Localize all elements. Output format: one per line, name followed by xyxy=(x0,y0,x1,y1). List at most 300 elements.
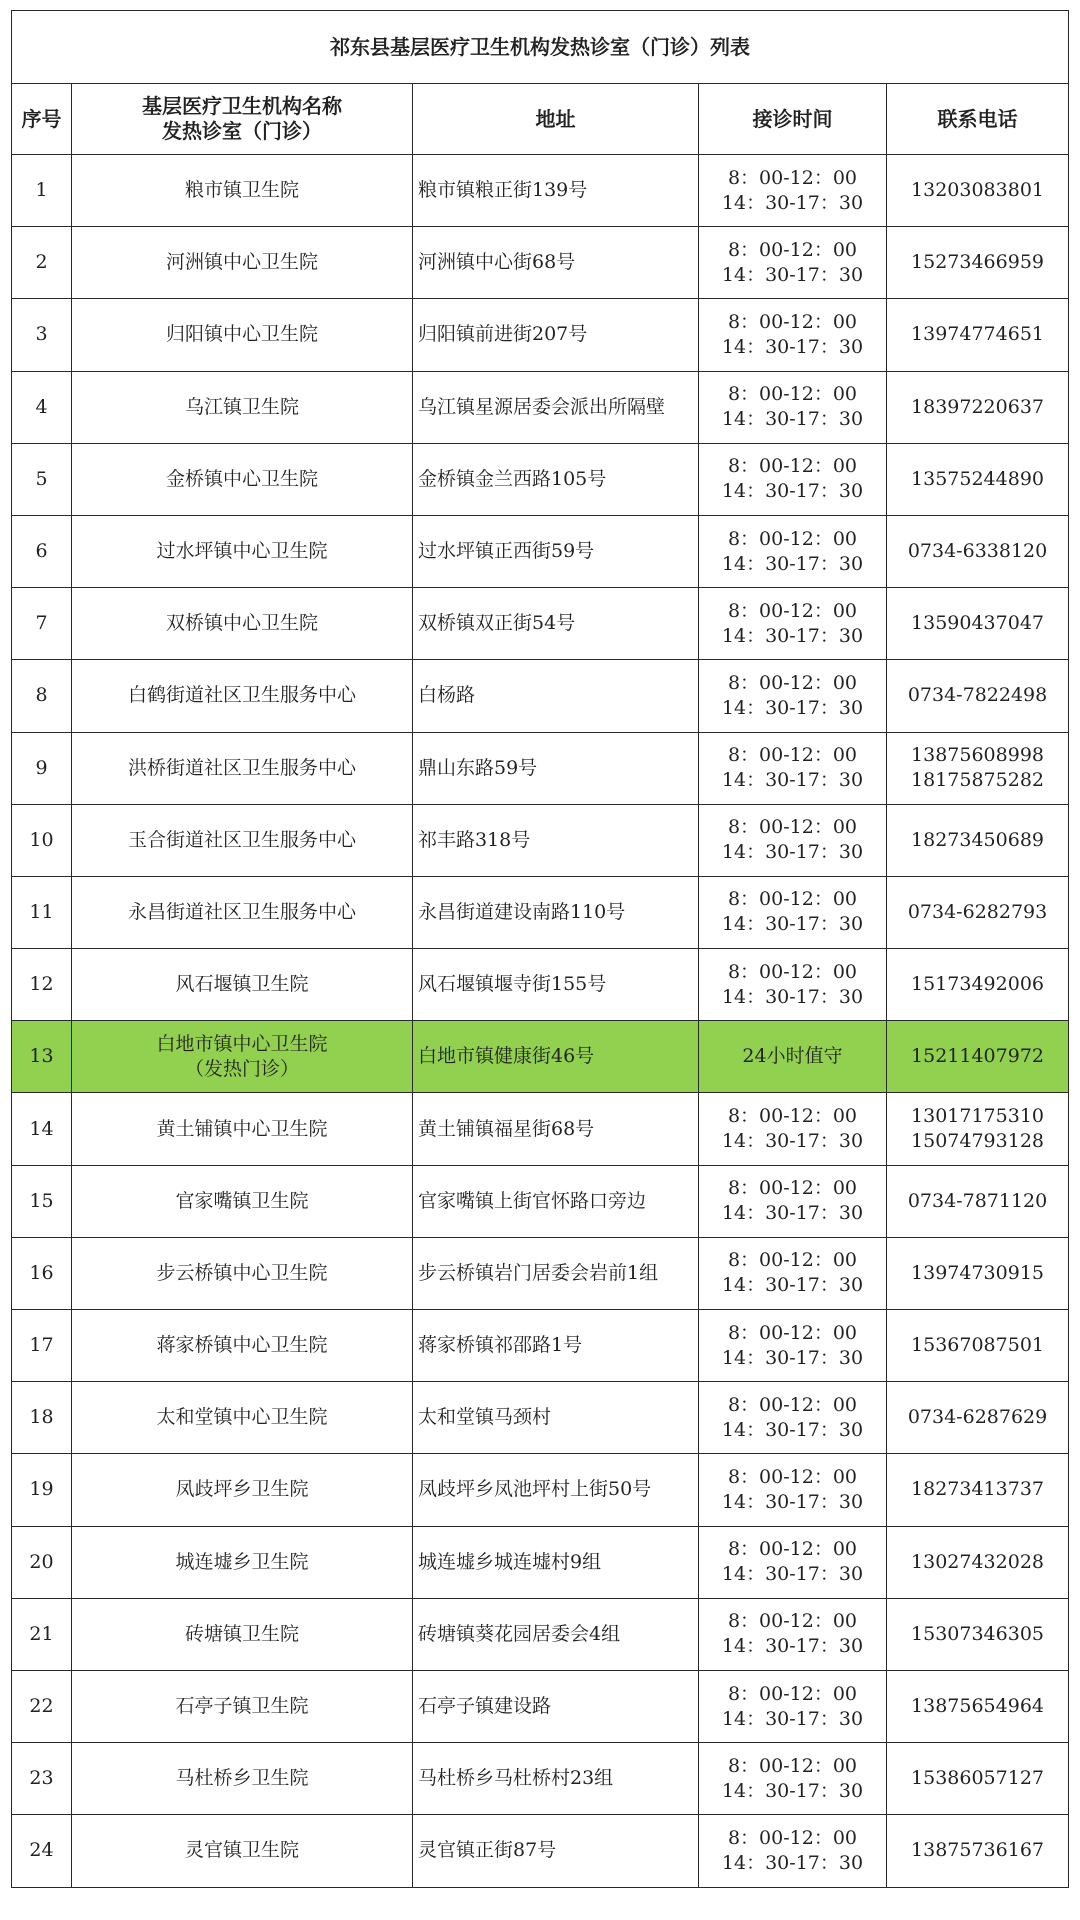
header-address: 地址 xyxy=(413,84,699,155)
phone-line1: 0734-6282793 xyxy=(907,900,1048,923)
cell-institution xyxy=(72,876,413,948)
cell-seq xyxy=(12,804,72,876)
cell-phone xyxy=(887,443,1069,515)
address-text: 凤歧坪乡凤池坪村上街50号 xyxy=(418,1478,652,1501)
cell-seq xyxy=(12,1526,72,1598)
hours-line2: 14：30-17：30 xyxy=(721,1851,864,1874)
table-row xyxy=(12,1743,1069,1815)
table-row xyxy=(12,1165,1069,1237)
hours-line2: 14：30-17：30 xyxy=(721,1635,864,1658)
cell-hours xyxy=(699,1743,887,1815)
cell-institution xyxy=(72,660,413,732)
clinic-table xyxy=(11,10,1069,1888)
institution-name: 白鹤街道社区卫生服务中心 xyxy=(127,684,356,707)
hours-line1: 8：00-12：00 xyxy=(727,1393,858,1416)
seq-text: 15 xyxy=(29,1189,54,1212)
cell-seq xyxy=(12,1310,72,1382)
phone-line1: 15173492006 xyxy=(911,973,1045,996)
institution-name: 河洲镇中心卫生院 xyxy=(165,251,318,274)
hours-line2: 14：30-17：30 xyxy=(721,1490,864,1513)
cell-institution xyxy=(72,1093,413,1165)
phone-line1: 13875608998 xyxy=(911,744,1045,767)
hours-line2: 14：30-17：30 xyxy=(721,696,864,719)
cell-phone xyxy=(887,1743,1069,1815)
cell-hours xyxy=(699,1237,887,1309)
phone-line1: 18273450689 xyxy=(911,828,1045,851)
phone-line1: 13027432028 xyxy=(911,1550,1045,1573)
hours-line2: 14：30-17：30 xyxy=(721,1418,864,1441)
hours-line1: 8：00-12：00 xyxy=(727,1177,858,1200)
hours-line2: 14：30-17：30 xyxy=(721,1779,864,1802)
seq-text: 13 xyxy=(29,1045,54,1068)
cell-address xyxy=(413,1382,699,1454)
cell-seq xyxy=(12,588,72,660)
cell-phone xyxy=(887,876,1069,948)
address-text: 黄土铺镇福星街68号 xyxy=(418,1117,595,1140)
cell-institution xyxy=(72,1165,413,1237)
seq-text: 7 xyxy=(35,612,48,635)
cell-address xyxy=(413,949,699,1021)
cell-address xyxy=(413,1670,699,1742)
seq-text: 22 xyxy=(29,1695,54,1718)
table-row xyxy=(12,1526,1069,1598)
cell-address xyxy=(413,1237,699,1309)
table-row xyxy=(12,1598,1069,1670)
cell-phone xyxy=(887,299,1069,371)
cell-address xyxy=(413,1598,699,1670)
cell-hours xyxy=(699,1670,887,1742)
hours-line2: 14：30-17：30 xyxy=(721,263,864,286)
table-header-row xyxy=(12,84,1069,155)
institution-name: 黄土铺镇中心卫生院 xyxy=(156,1117,328,1140)
cell-hours xyxy=(699,443,887,515)
address-text: 鼎山东路59号 xyxy=(418,756,538,779)
header-name xyxy=(72,84,413,155)
cell-institution xyxy=(72,1815,413,1887)
address-text: 白地市镇健康街46号 xyxy=(418,1045,595,1068)
cell-institution xyxy=(72,1454,413,1526)
hours-line1: 8：00-12：00 xyxy=(727,1105,858,1128)
cell-hours xyxy=(699,1454,887,1526)
table-row xyxy=(12,155,1069,227)
seq-text: 19 xyxy=(29,1478,54,1501)
institution-name: 过水坪镇中心卫生院 xyxy=(156,540,328,563)
address-text: 砖塘镇葵花园居委会4组 xyxy=(418,1622,621,1645)
hours-line2: 14：30-17：30 xyxy=(721,985,864,1008)
phone-line1: 13974730915 xyxy=(911,1261,1045,1284)
institution-name: 城连墟乡卫生院 xyxy=(175,1550,309,1573)
phone-line1: 13017175310 xyxy=(911,1105,1045,1128)
cell-address xyxy=(413,1743,699,1815)
institution-name: 马杜桥乡卫生院 xyxy=(175,1767,309,1790)
hours-line2: 14：30-17：30 xyxy=(721,913,864,936)
cell-address xyxy=(413,371,699,443)
address-text: 步云桥镇岩门居委会岩前1组 xyxy=(418,1261,659,1284)
cell-hours xyxy=(699,155,887,227)
table-row xyxy=(12,732,1069,804)
phone-line2: 18175875282 xyxy=(911,769,1045,792)
table-row xyxy=(12,1310,1069,1382)
seq-text: 24 xyxy=(29,1839,54,1862)
institution-name: 双桥镇中心卫生院 xyxy=(165,612,318,635)
address-text: 归阳镇前进街207号 xyxy=(418,323,588,346)
seq-text: 1 xyxy=(35,179,48,202)
table-row xyxy=(12,371,1069,443)
seq-text: 6 xyxy=(35,540,48,563)
cell-hours xyxy=(699,949,887,1021)
table-row xyxy=(12,588,1069,660)
seq-text: 14 xyxy=(29,1117,54,1140)
cell-phone xyxy=(887,155,1069,227)
address-text: 金桥镇金兰西路105号 xyxy=(418,467,607,490)
phone-line1: 13203083801 xyxy=(911,179,1045,202)
cell-hours xyxy=(699,1526,887,1598)
header-name-line2: 发热诊室（门诊） xyxy=(162,119,322,143)
cell-hours xyxy=(699,588,887,660)
hours-line1: 8：00-12：00 xyxy=(727,166,858,189)
cell-phone xyxy=(887,949,1069,1021)
address-text: 蒋家桥镇祁邵路1号 xyxy=(418,1334,583,1357)
seq-text: 9 xyxy=(35,756,48,779)
cell-address xyxy=(413,732,699,804)
phone-line1: 13974774651 xyxy=(911,323,1045,346)
cell-institution xyxy=(72,155,413,227)
cell-hours xyxy=(699,732,887,804)
cell-seq xyxy=(12,443,72,515)
table-row xyxy=(12,1237,1069,1309)
address-text: 官家嘴镇上街官怀路口旁边 xyxy=(418,1189,647,1212)
cell-institution xyxy=(72,949,413,1021)
institution-name: 官家嘴镇卫生院 xyxy=(175,1189,309,1212)
seq-text: 4 xyxy=(35,395,48,418)
cell-institution xyxy=(72,1382,413,1454)
hours-line1: 8：00-12：00 xyxy=(727,1465,858,1488)
phone-line1: 0734-7871120 xyxy=(907,1189,1048,1212)
cell-address xyxy=(413,1021,699,1093)
hours-line2: 14：30-17：30 xyxy=(721,1346,864,1369)
address-text: 永昌街道建设南路110号 xyxy=(418,900,626,923)
cell-institution xyxy=(72,227,413,299)
seq-text: 23 xyxy=(29,1767,54,1790)
cell-address xyxy=(413,443,699,515)
cell-institution xyxy=(72,1670,413,1742)
hours-line1: 8：00-12：00 xyxy=(727,1682,858,1705)
seq-text: 5 xyxy=(35,467,48,490)
cell-seq xyxy=(12,1598,72,1670)
header-seq: 序号 xyxy=(12,84,72,155)
table-row xyxy=(12,1670,1069,1742)
cell-phone xyxy=(887,1021,1069,1093)
hours-line1: 8：00-12：00 xyxy=(727,383,858,406)
institution-name: 洪桥街道社区卫生服务中心 xyxy=(127,756,356,779)
cell-seq xyxy=(12,515,72,587)
table-row xyxy=(12,876,1069,948)
table-row xyxy=(12,660,1069,732)
institution-name: 凤歧坪乡卫生院 xyxy=(175,1478,309,1501)
phone-line1: 15307346305 xyxy=(911,1622,1045,1645)
seq-text: 17 xyxy=(29,1334,54,1357)
phone-line1: 0734-6287629 xyxy=(907,1406,1048,1429)
cell-institution xyxy=(72,732,413,804)
phone-line1: 0734-7822498 xyxy=(907,684,1048,707)
hours-line2: 14：30-17：30 xyxy=(721,408,864,431)
table-row xyxy=(12,227,1069,299)
cell-phone xyxy=(887,227,1069,299)
cell-seq xyxy=(12,1670,72,1742)
institution-name: 白地市镇中心卫生院 xyxy=(156,1032,328,1055)
table-row xyxy=(12,1815,1069,1887)
cell-hours xyxy=(699,1165,887,1237)
table-row xyxy=(12,804,1069,876)
cell-institution xyxy=(72,1021,413,1093)
seq-text: 8 xyxy=(35,684,48,707)
cell-hours xyxy=(699,1598,887,1670)
cell-seq xyxy=(12,1815,72,1887)
cell-address xyxy=(413,1815,699,1887)
cell-seq xyxy=(12,1021,72,1093)
hours-line2: 14：30-17：30 xyxy=(721,1563,864,1586)
cell-hours xyxy=(699,371,887,443)
cell-institution xyxy=(72,1743,413,1815)
cell-seq xyxy=(12,660,72,732)
header-name-line1: 基层医疗卫生机构名称 xyxy=(142,94,342,118)
hours-line2: 14：30-17：30 xyxy=(721,769,864,792)
hours-line1: 8：00-12：00 xyxy=(727,1321,858,1344)
table-title-row xyxy=(12,11,1069,84)
hours-line1: 24小时值守 xyxy=(742,1045,843,1068)
hours-line1: 8：00-12：00 xyxy=(727,1610,858,1633)
cell-hours xyxy=(699,1382,887,1454)
institution-name: 金桥镇中心卫生院 xyxy=(165,467,318,490)
table-row xyxy=(12,1021,1069,1093)
cell-hours xyxy=(699,1310,887,1382)
cell-phone xyxy=(887,1670,1069,1742)
hours-line1: 8：00-12：00 xyxy=(727,599,858,622)
hours-line2: 14：30-17：30 xyxy=(721,191,864,214)
phone-line1: 15386057127 xyxy=(911,1767,1045,1790)
cell-seq xyxy=(12,1165,72,1237)
cell-phone xyxy=(887,1382,1069,1454)
seq-text: 20 xyxy=(29,1550,54,1573)
address-text: 乌江镇星源居委会派出所隔壁 xyxy=(418,395,666,418)
hours-line1: 8：00-12：00 xyxy=(727,888,858,911)
hours-line1: 8：00-12：00 xyxy=(727,671,858,694)
cell-seq xyxy=(12,227,72,299)
cell-hours xyxy=(699,1093,887,1165)
hours-line1: 8：00-12：00 xyxy=(727,1754,858,1777)
seq-text: 11 xyxy=(29,900,54,923)
hours-line1: 8：00-12：00 xyxy=(727,238,858,261)
header-phone: 联系电话 xyxy=(887,84,1069,155)
phone-line1: 13875654964 xyxy=(911,1695,1045,1718)
cell-institution xyxy=(72,1237,413,1309)
table-row xyxy=(12,1454,1069,1526)
institution-name: 太和堂镇中心卫生院 xyxy=(156,1406,328,1429)
institution-name: 蒋家桥镇中心卫生院 xyxy=(156,1334,328,1357)
institution-name: 石亭子镇卫生院 xyxy=(175,1695,309,1718)
cell-institution xyxy=(72,443,413,515)
cell-hours xyxy=(699,1815,887,1887)
cell-address xyxy=(413,1454,699,1526)
cell-phone xyxy=(887,1454,1069,1526)
seq-text: 16 xyxy=(29,1261,54,1284)
seq-text: 2 xyxy=(35,251,48,274)
hours-line2: 14：30-17：30 xyxy=(721,552,864,575)
hours-line2: 14：30-17：30 xyxy=(721,841,864,864)
hours-line2: 14：30-17：30 xyxy=(721,1202,864,1225)
seq-text: 10 xyxy=(29,828,54,851)
hours-line1: 8：00-12：00 xyxy=(727,310,858,333)
address-text: 粮市镇粮正街139号 xyxy=(418,179,588,202)
cell-seq xyxy=(12,876,72,948)
hours-line2: 14：30-17：30 xyxy=(721,480,864,503)
cell-hours xyxy=(699,299,887,371)
cell-institution xyxy=(72,299,413,371)
institution-name: 永昌街道社区卫生服务中心 xyxy=(127,900,356,923)
table-title: 祁东县基层医疗卫生机构发热诊室（门诊）列表 xyxy=(12,11,1069,84)
cell-hours xyxy=(699,660,887,732)
hours-line2: 14：30-17：30 xyxy=(721,624,864,647)
cell-address xyxy=(413,299,699,371)
cell-address xyxy=(413,1310,699,1382)
cell-phone xyxy=(887,1165,1069,1237)
cell-seq xyxy=(12,371,72,443)
address-text: 风石堰镇堰寺街155号 xyxy=(418,973,607,996)
phone-line2: 15074793128 xyxy=(911,1130,1045,1153)
cell-seq xyxy=(12,1382,72,1454)
cell-seq xyxy=(12,299,72,371)
table-row xyxy=(12,1093,1069,1165)
cell-seq xyxy=(12,732,72,804)
address-text: 石亭子镇建设路 xyxy=(418,1695,552,1718)
cell-address xyxy=(413,660,699,732)
cell-address xyxy=(413,1165,699,1237)
cell-phone xyxy=(887,515,1069,587)
seq-text: 21 xyxy=(29,1622,54,1645)
phone-line1: 18273413737 xyxy=(911,1478,1045,1501)
cell-phone xyxy=(887,732,1069,804)
hours-line1: 8：00-12：00 xyxy=(727,1249,858,1272)
cell-address xyxy=(413,804,699,876)
hours-line1: 8：00-12：00 xyxy=(727,816,858,839)
cell-address xyxy=(413,588,699,660)
seq-text: 18 xyxy=(29,1406,54,1429)
hours-line2: 14：30-17：30 xyxy=(721,335,864,358)
cell-address xyxy=(413,227,699,299)
institution-name: 归阳镇中心卫生院 xyxy=(165,323,318,346)
hours-line1: 8：00-12：00 xyxy=(727,744,858,767)
cell-phone xyxy=(887,1093,1069,1165)
cell-hours xyxy=(699,804,887,876)
address-text: 白杨路 xyxy=(418,684,476,707)
table-row xyxy=(12,515,1069,587)
institution-name: 粮市镇卫生院 xyxy=(184,179,299,202)
phone-line1: 15211407972 xyxy=(911,1045,1045,1068)
cell-seq xyxy=(12,1454,72,1526)
cell-phone xyxy=(887,1598,1069,1670)
hours-line2: 14：30-17：30 xyxy=(721,1130,864,1153)
address-text: 河洲镇中心街68号 xyxy=(418,251,576,274)
phone-line1: 15273466959 xyxy=(911,251,1045,274)
phone-line1: 18397220637 xyxy=(911,395,1045,418)
cell-hours xyxy=(699,515,887,587)
cell-phone xyxy=(887,1237,1069,1309)
cell-institution xyxy=(72,1598,413,1670)
seq-text: 12 xyxy=(29,973,54,996)
header-hours: 接诊时间 xyxy=(699,84,887,155)
cell-phone xyxy=(887,588,1069,660)
address-text: 祁丰路318号 xyxy=(418,828,531,851)
institution-name: 灵官镇卫生院 xyxy=(184,1839,299,1862)
phone-line1: 0734-6338120 xyxy=(907,540,1048,563)
cell-address xyxy=(413,515,699,587)
phone-line1: 15367087501 xyxy=(911,1334,1045,1357)
cell-hours xyxy=(699,876,887,948)
cell-hours xyxy=(699,1021,887,1093)
hours-line2: 14：30-17：30 xyxy=(721,1707,864,1730)
hours-line2: 14：30-17：30 xyxy=(721,1274,864,1297)
hours-line1: 8：00-12：00 xyxy=(727,455,858,478)
table-row xyxy=(12,949,1069,1021)
address-text: 过水坪镇正西街59号 xyxy=(418,540,595,563)
institution-name: 砖塘镇卫生院 xyxy=(184,1622,299,1645)
institution-name: 乌江镇卫生院 xyxy=(184,395,299,418)
hours-line1: 8：00-12：00 xyxy=(727,960,858,983)
cell-address xyxy=(413,1526,699,1598)
table-row xyxy=(12,1382,1069,1454)
cell-phone xyxy=(887,371,1069,443)
cell-address xyxy=(413,876,699,948)
hours-line1: 8：00-12：00 xyxy=(727,527,858,550)
cell-seq xyxy=(12,1237,72,1309)
table-row xyxy=(12,299,1069,371)
phone-line1: 13575244890 xyxy=(911,467,1045,490)
institution-name: 玉合街道社区卫生服务中心 xyxy=(127,828,356,851)
cell-institution xyxy=(72,1310,413,1382)
cell-seq xyxy=(12,949,72,1021)
seq-text: 3 xyxy=(35,323,48,346)
cell-address xyxy=(413,1093,699,1165)
cell-phone xyxy=(887,804,1069,876)
cell-phone xyxy=(887,1310,1069,1382)
cell-institution xyxy=(72,371,413,443)
hours-line1: 8：00-12：00 xyxy=(727,1826,858,1849)
cell-institution xyxy=(72,515,413,587)
address-text: 双桥镇双正街54号 xyxy=(418,612,576,635)
cell-institution xyxy=(72,1526,413,1598)
phone-line1: 13590437047 xyxy=(911,612,1045,635)
cell-phone xyxy=(887,1526,1069,1598)
address-text: 太和堂镇马颈村 xyxy=(418,1406,552,1429)
address-text: 马杜桥乡马杜桥村23组 xyxy=(418,1767,614,1790)
cell-institution xyxy=(72,804,413,876)
cell-seq xyxy=(12,155,72,227)
cell-institution xyxy=(72,588,413,660)
cell-seq xyxy=(12,1093,72,1165)
institution-name: 步云桥镇中心卫生院 xyxy=(156,1261,328,1284)
address-text: 灵官镇正街87号 xyxy=(418,1839,557,1862)
cell-address xyxy=(413,155,699,227)
phone-line1: 13875736167 xyxy=(911,1839,1045,1862)
institution-name: 风石堰镇卫生院 xyxy=(175,973,309,996)
hours-line1: 8：00-12：00 xyxy=(727,1538,858,1561)
address-text: 城连墟乡城连墟村9组 xyxy=(418,1550,602,1573)
cell-hours xyxy=(699,227,887,299)
table-row xyxy=(12,443,1069,515)
cell-phone xyxy=(887,660,1069,732)
institution-note: （发热门诊） xyxy=(184,1057,299,1080)
cell-seq xyxy=(12,1743,72,1815)
